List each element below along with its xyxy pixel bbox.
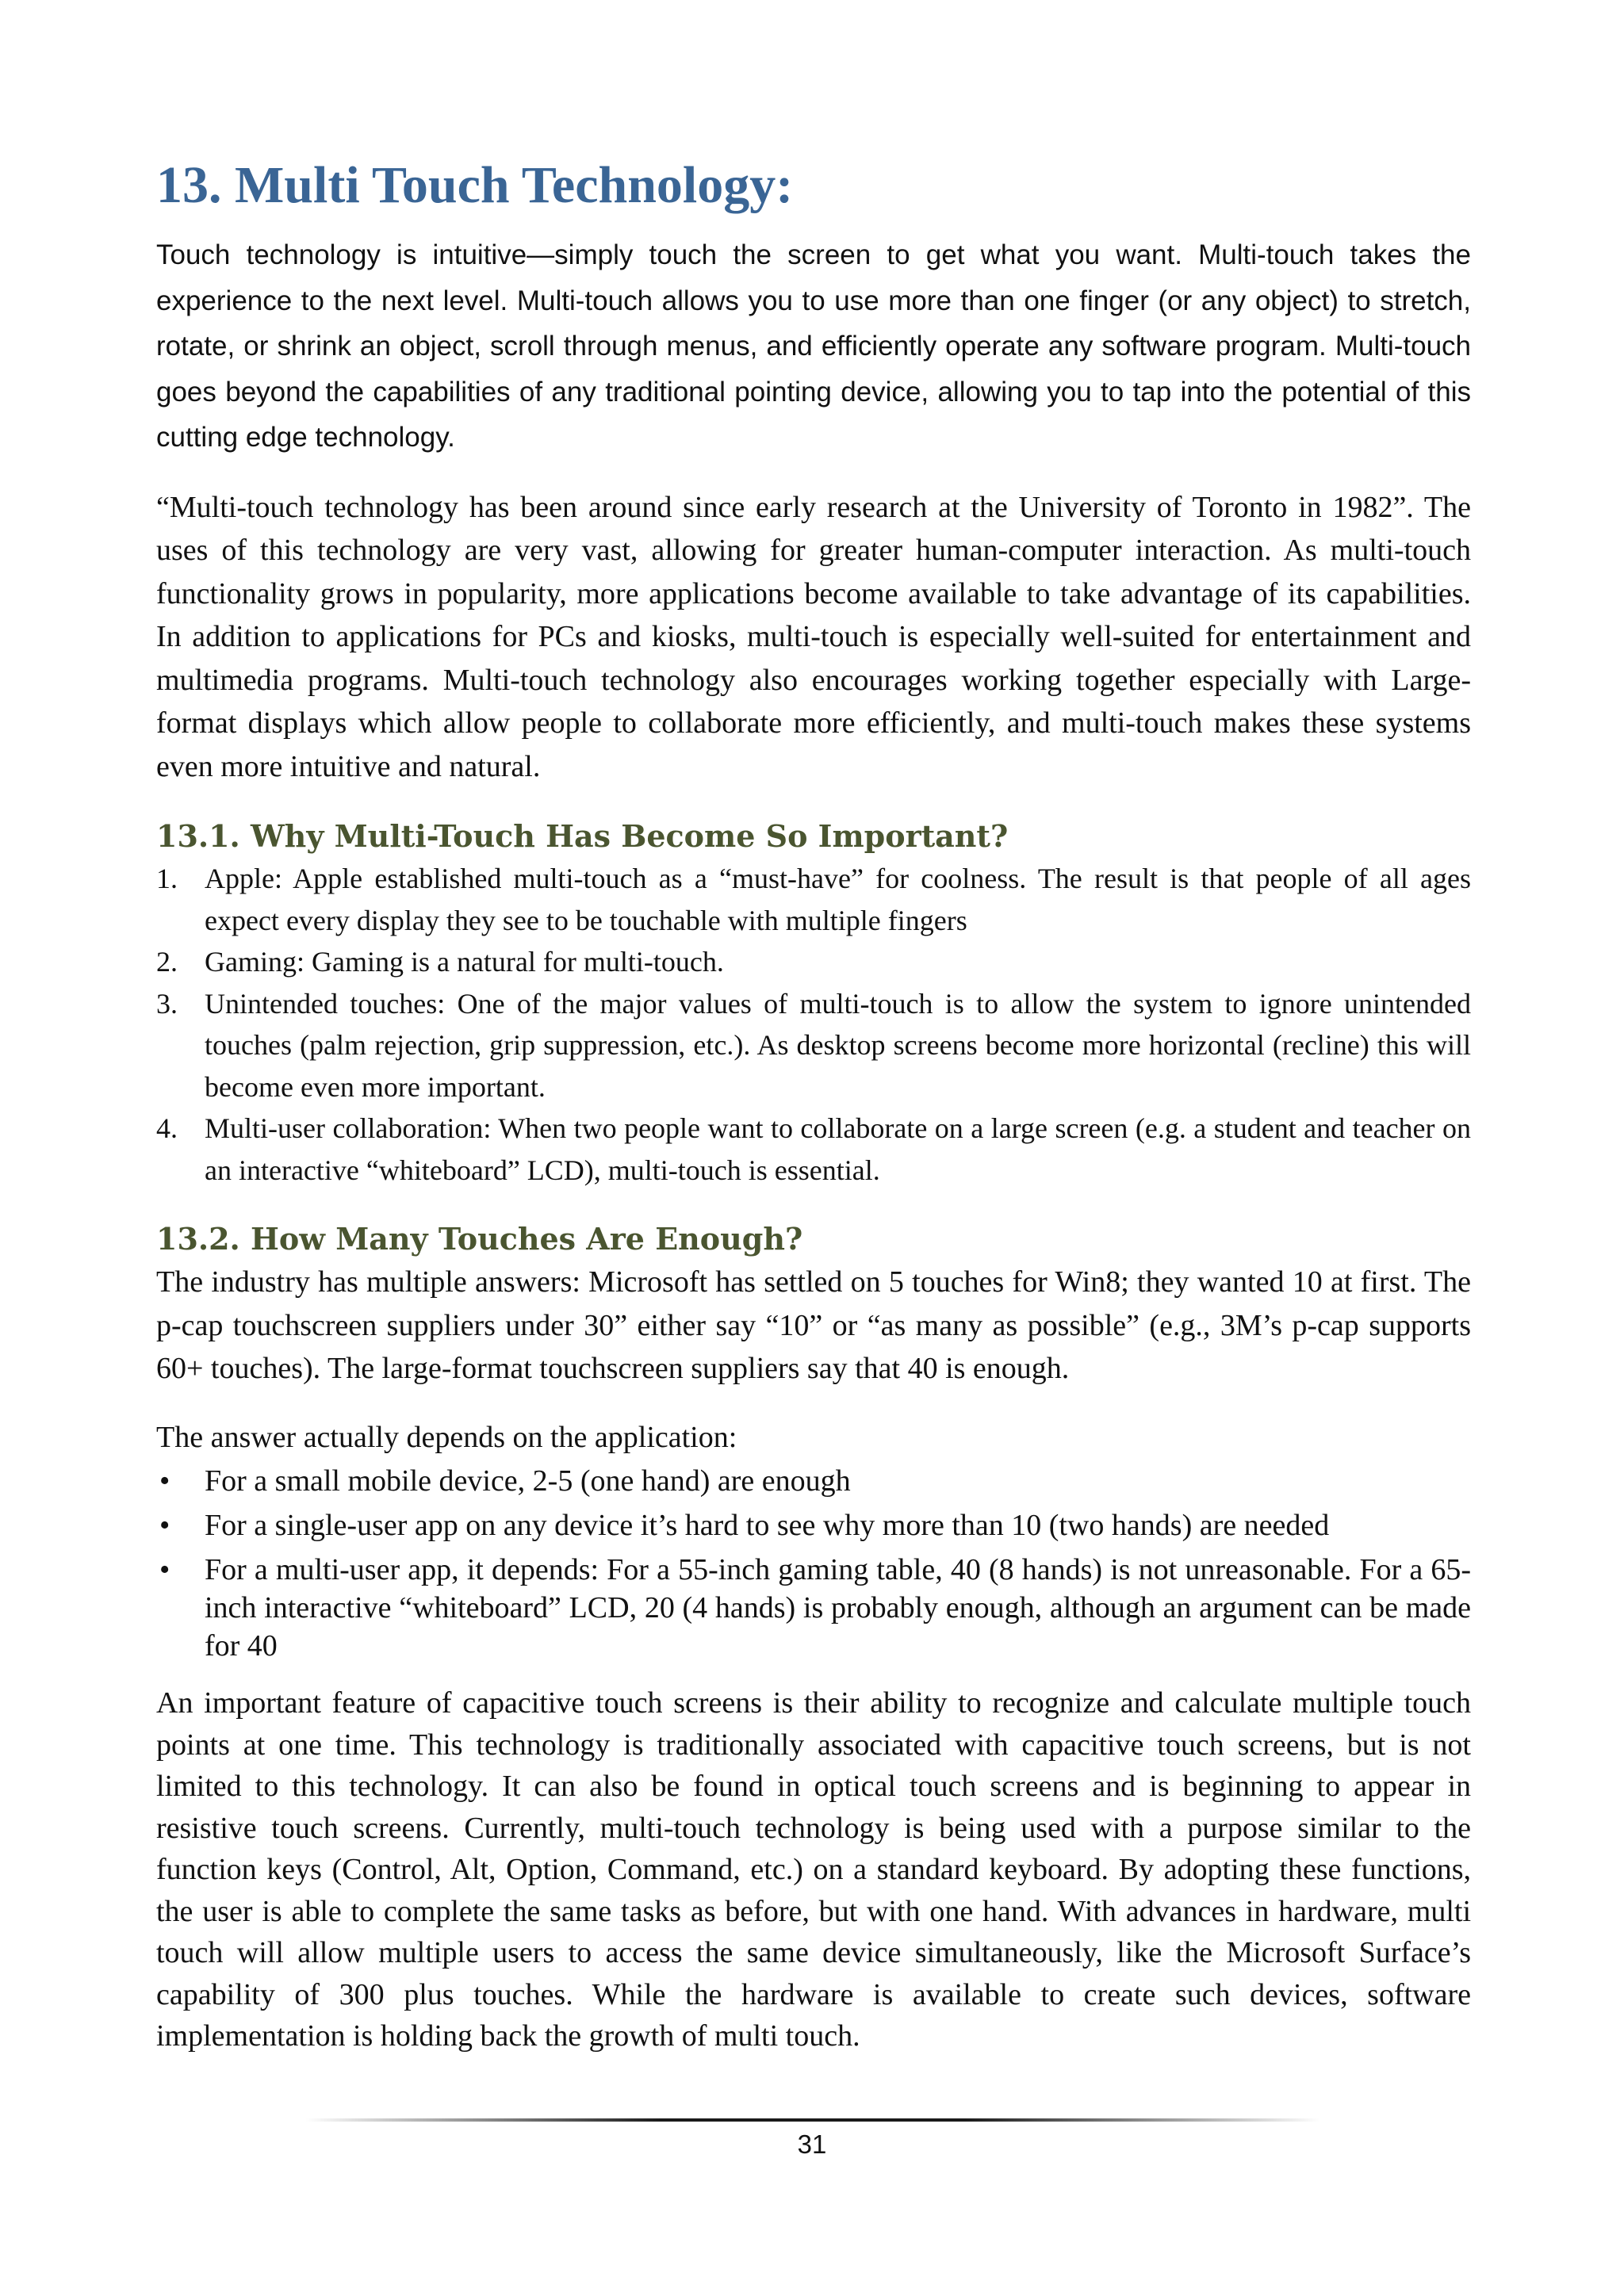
list-item: [156, 983, 1471, 1108]
industry-paragraph: The industry has multiple answers: Microsoft has settled on 5 touches for Win8; they wanted 10 at first. The p-cap touchscreen suppliers under 30” either say “10” or “as many as possible” (e.g., 3M’s p-cap supports 60+ touches). The large-format touchscreen suppliers say that 40 is enough.: [156, 1265, 1471, 1385]
list-item: [156, 1108, 1471, 1191]
list-item-text: For a small mobile device, 2-5 (one hand) are enough: [205, 1464, 851, 1498]
importance-list: [156, 858, 1471, 1191]
page-title: 13. Multi Touch Technology:: [156, 156, 794, 214]
list-item: [156, 1506, 1471, 1544]
list-item: [156, 858, 1471, 941]
history-paragraph: “Multi-touch technology has been around since early research at the University of Toronto in 1982”. The uses of this technology are very vast, allowing for greater human-computer interaction. As multi-touch functionality grows in popularity, more applications become available to take advantage of its capabilities. In addition to applications for PCs and kiosks, multi-touch is especially well-suited for entertainment and multimedia programs. Multi-touch technology also encourages working together especially with Large-format displays which allow people to collaborate more efficiently, and multi-touch makes these systems even more intuitive and natural.: [156, 490, 1471, 783]
section-1-heading: 13.1. Why Multi-Touch Has Become So Important?: [156, 818, 1009, 854]
intro-paragraph: Touch technology is intuitive—simply touch the screen to get what you want. Multi-touch takes the experience to the next level. Multi-touch allows you to use more than one finger (or any object) to stretch, rotate, or shrink an object, scroll through menus, and efficiently operate any software program. Multi-touch goes beyond the capabilities of any traditional pointing device, allowing you to tap into the potential of this cutting edge technology.: [156, 239, 1471, 453]
list-item-number: 4.: [156, 1112, 178, 1144]
page-number: 31: [797, 2130, 827, 2159]
page-content: [156, 155, 1471, 2057]
list-item-text: Gaming: Gaming is a natural for multi-touch.: [205, 946, 724, 978]
closing-paragraph: An important feature of capacitive touch screens is their ability to recognize and calculate multiple touch points at one time. This technology is traditionally associated with capacitive touch screens, but is not limited to this technology. It can also be found in optical touch screens and is beginning to appear in resistive touch screens. Currently, multi-touch technology is being used with a purpose similar to the function keys (Control, Alt, Option, Command, etc.) on a standard keyboard. By adopting these functions, the user is able to complete the same tasks as before, but with one hand. With advances in hardware, multi touch will allow multiple users to access the same device simultaneously, like the Microsoft Surface’s capability of 300 plus touches. While the hardware is available to create such devices, software implementation is holding back the growth of multi touch.: [156, 1686, 1471, 2053]
list-item-number: 1.: [156, 863, 178, 894]
touch-count-list: [156, 1462, 1471, 1665]
list-item-text: Multi-user collaboration: When two people want to collaborate on a large screen (e.g. a student and teacher on an interactive “whiteboard” LCD), multi-touch is essential.: [205, 1112, 1471, 1186]
bullet-icon: •: [159, 1509, 170, 1542]
section-2-heading: 13.2. How Many Touches Are Enough?: [156, 1221, 803, 1257]
footer-divider: [305, 2118, 1320, 2122]
list-item-text: For a multi-user app, it depends: For a 55-inch gaming table, 40 (8 hands) is not unreasonable. For a 65-inch interactive “whiteboard” LCD, 20 (4 hands) is probably enough, although an argument can be made for 40: [205, 1553, 1471, 1663]
list-item: [156, 941, 1471, 983]
list-item-number: 3.: [156, 987, 178, 1020]
list-item-text: Unintended touches: One of the major values of multi-touch is to allow the system to ignore unintended touches (palm rejection, grip suppression, etc.). As desktop screens become more horizontal (recline) this will become even more important.: [205, 987, 1471, 1103]
list-item: [156, 1462, 1471, 1500]
list-item-text: Apple: Apple established multi-touch as a “must-have” for coolness. The result is that people of all ages expect every display they see to be touchable with multiple fingers: [205, 863, 1471, 936]
answer-intro: The answer actually depends on the application:: [156, 1420, 737, 1454]
list-item-number: 2.: [156, 946, 178, 978]
list-item: [156, 1551, 1471, 1665]
bullet-icon: •: [159, 1553, 170, 1586]
list-item-text: For a single-user app on any device it’s hard to see why more than 10 (two hands) are needed: [205, 1509, 1330, 1542]
bullet-icon: •: [159, 1464, 170, 1498]
